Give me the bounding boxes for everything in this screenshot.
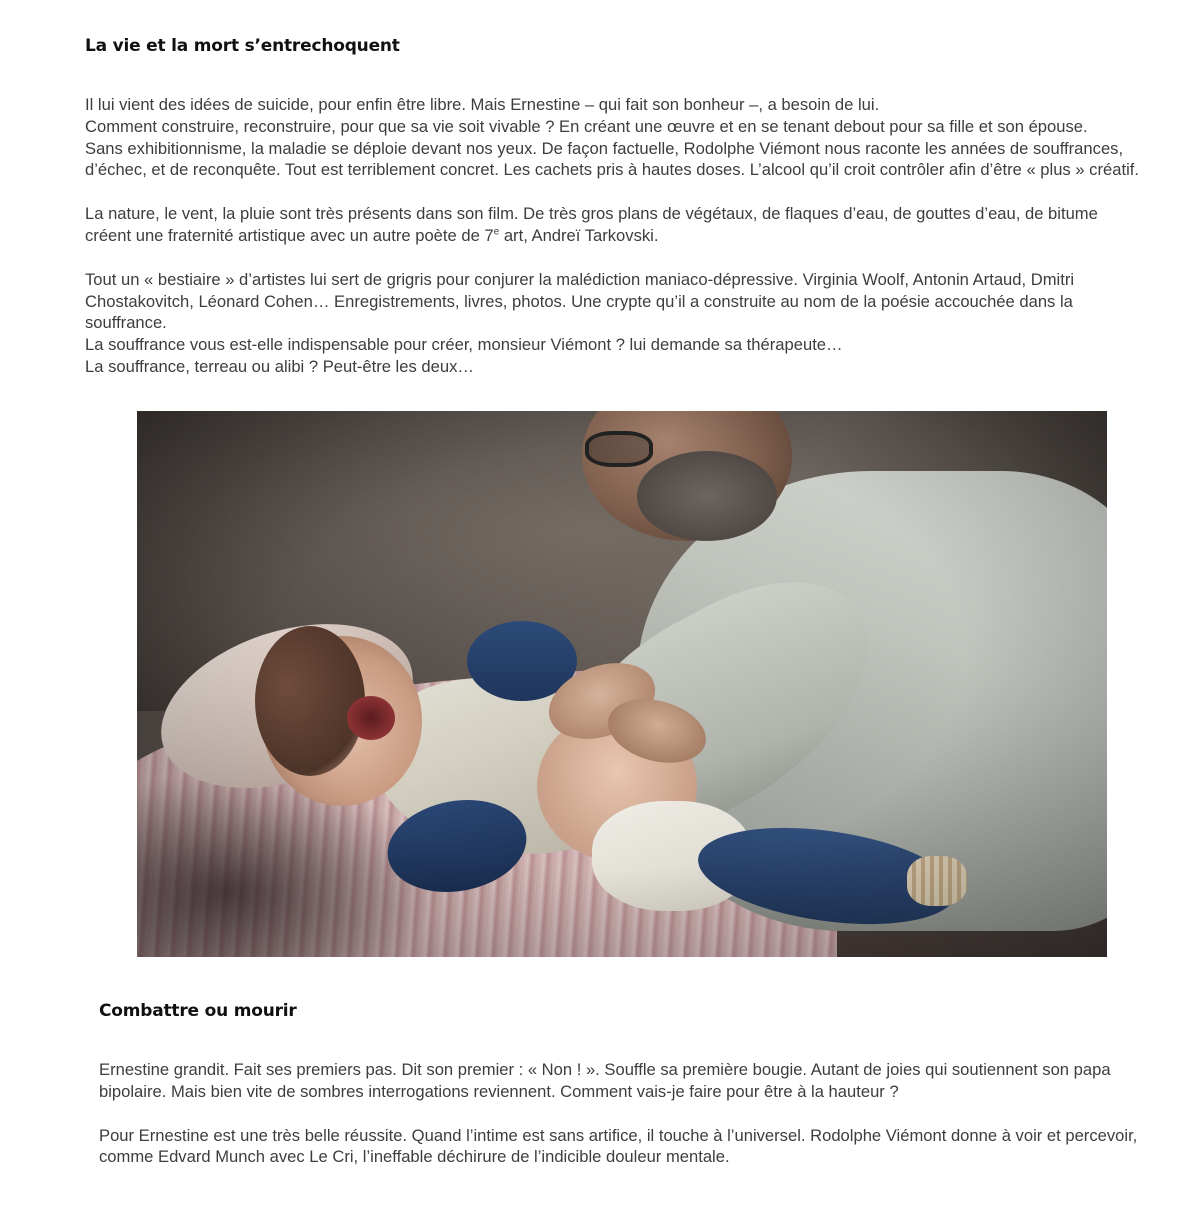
- paragraph-line: La souffrance, terreau ou alibi ? Peut-être les deux…: [85, 356, 474, 376]
- paragraph-line: Il lui vient des idées de suicide, pour enfin être libre. Mais Ernestine – qui fait son bonheur –, a besoin de lui.: [85, 95, 880, 114]
- paragraph-line: Comment construire, reconstruire, pour que sa vie soit vivable ? En créant une œuvre et en se tenant debout pour sa fille et son épouse.: [85, 116, 1088, 136]
- paragraph: Pour Ernestine est une très belle réussite. Quand l’intime est sans artifice, il touche à l’universel. Rodolphe Viémont donne à voir et percevoir, comme Edvard Munch avec Le Cri, l’ineffable déchirure de l’indicible douleur mentale.: [99, 1125, 1138, 1167]
- paragraph-text: La nature, le vent, la pluie sont très présents dans son film. De très gros plans de végétaux, de flaques d’eau, de gouttes d’eau, de bitume créent une fraternité artistique avec un autre poète de 7: [85, 204, 1098, 245]
- section-title-la-vie: La vie et la mort s’entrechoquent: [85, 36, 400, 56]
- paragraph-nature: [85, 203, 1145, 247]
- vignette: [137, 411, 1107, 957]
- section-title-combattre: Combattre ou mourir: [99, 1001, 297, 1021]
- paragraph-line: La souffrance vous est-elle indispensable pour créer, monsieur Viémont ? lui demande sa thérapeute…: [85, 335, 843, 355]
- paragraph-text: art, Andreï Tarkovski.: [499, 225, 659, 245]
- paragraph: Ernestine grandit. Fait ses premiers pas. Dit son premier : « Non ! ». Souffle sa première bougie. Autant de joies qui soutiennent son papa bipolaire. Mais bien vite de sombres interrogations reviennent. Comment vais-je faire pour être à la hauteur ?: [99, 1060, 1111, 1101]
- section2-body: [99, 1059, 1159, 1168]
- paragraph-line: Tout un « bestiaire » d’artistes lui sert de grigris pour conjurer la malédiction maniaco-dépressive. Virginia Woolf, Antonin Artaud, Dmitri Chostakovitch, Léonard Cohen… Enregistrements, livres, photos. Une crypte qu’il a construite au nom de la poésie accouchée dans la souffrance.: [85, 269, 1075, 333]
- ordinal-superscript: e: [493, 226, 500, 238]
- film-still-photo: [137, 411, 1107, 957]
- section1-body: [85, 94, 1145, 398]
- paragraph-line: Sans exhibitionnisme, la maladie se déploie devant nos yeux. De façon factuelle, Rodolphe Viémont nous raconte les années de souffrances, d’échec, et de reconquête. Tout est terriblement concret. Les cachets pris à hautes doses. L’alcool qu’il croit contrôler afin d’être « plus » créatif.: [85, 138, 1139, 180]
